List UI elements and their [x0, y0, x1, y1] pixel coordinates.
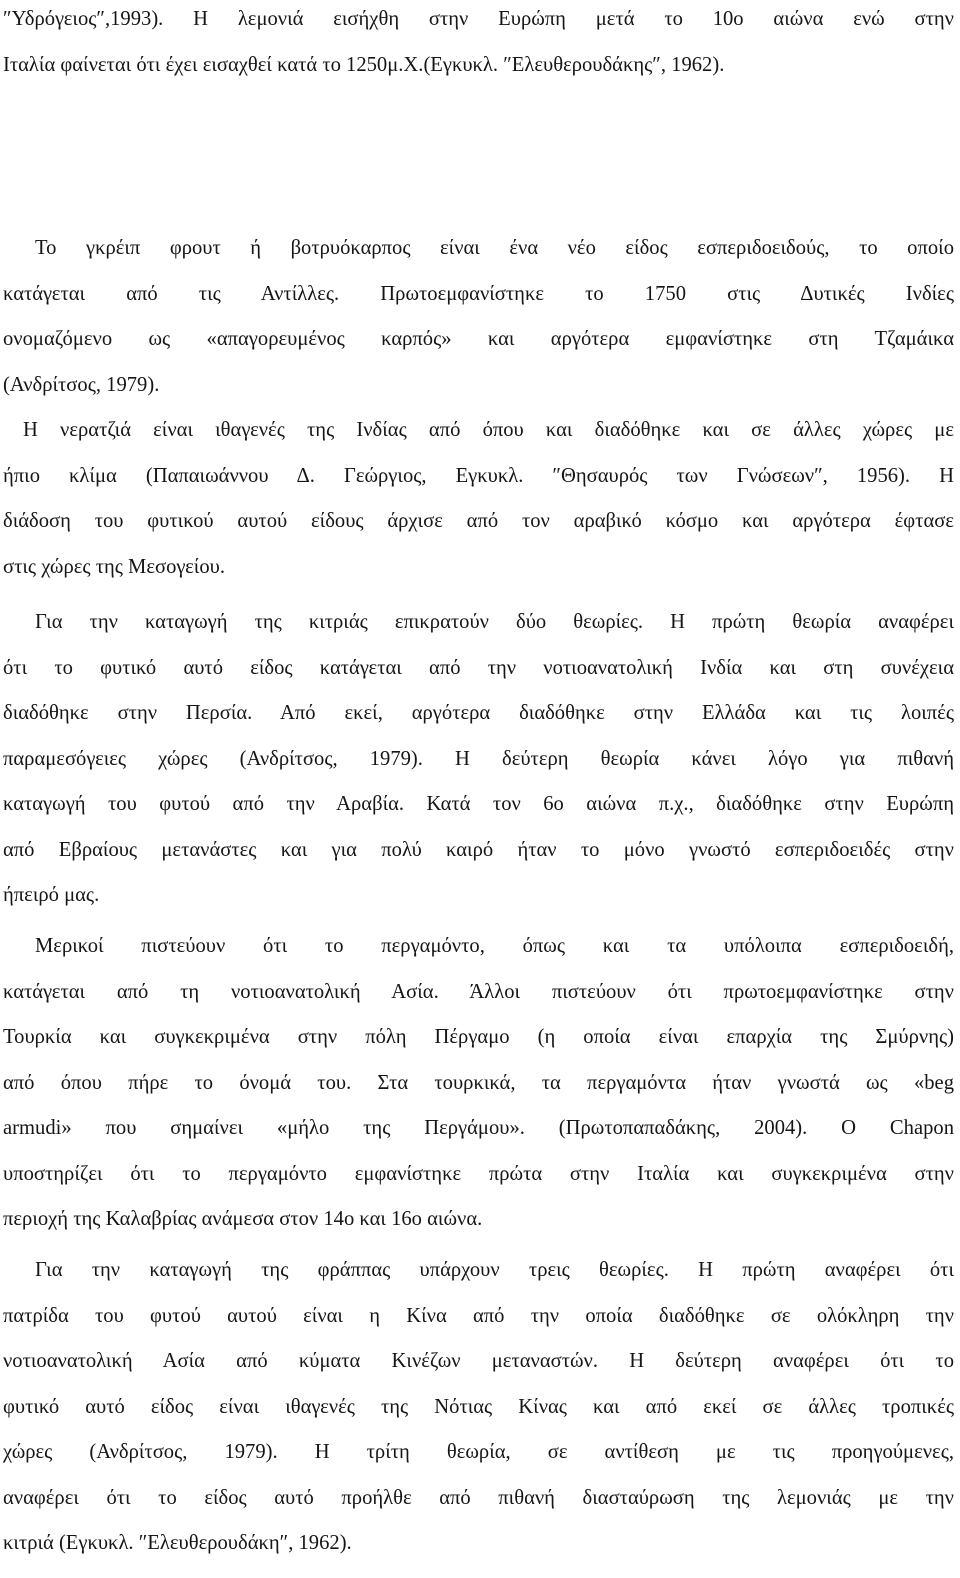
text-line: καταγωγή του φυτού από την Αραβία. Κατά τον 6ο αιώνα π.χ., διαδόθηκε στην Ευρώπη — [3, 793, 954, 815]
paragraph-1 — [3, 0, 954, 88]
text-line: από όπου πήρε το όνομά του. Στα τουρκικά, τα περγαμόντα ήταν γνωστά ως «beg — [3, 1071, 954, 1094]
text-line: νοτιοανατολική Ασία από κύματα Κινέζων μεταναστών. Η δεύτερη αναφέρει ότι το — [3, 1350, 954, 1372]
text-line: από Εβραίους μετανάστες και για πολύ καιρό ήταν το μόνο γνωστό εσπεριδοειδές στην — [3, 838, 954, 861]
text-line: περιοχή της Καλαβρίας ανάμεσα στον 14ο και 16ο αιώνα. — [3, 1208, 483, 1230]
text-line: φυτικό αυτό είδος είναι ιθαγενές της Νότιας Κίνας και από εκεί σε άλλες τροπικές — [3, 1395, 954, 1418]
text-line: διαδόθηκε στην Περσία. Από εκεί, αργότερα διαδόθηκε στην Ελλάδα και τις λοιπές — [3, 702, 954, 724]
text-line: κατάγεται από τη νοτιοανατολική Ασία. Άλλοι πιστεύουν ότι πρωτοεμφανίστηκε στην — [3, 980, 954, 1003]
text-line: Για την καταγωγή της κιτριάς επικρατούν δύο θεωρίες. Η πρώτη θεωρία αναφέρει — [35, 611, 954, 633]
text-line: (Ανδρίτσος, 1979). — [3, 373, 160, 396]
text-line: κατάγεται από τις Αντίλλες. Πρωτοεμφανίστηκε το 1750 στις Δυτικές Ινδίες — [3, 282, 954, 305]
text-line: ονομαζόμενο ως «απαγορευμένος καρπός» και αργότερα εμφανίστηκε στη Τζαμάικα — [3, 328, 954, 350]
text-line: χώρες (Ανδρίτσος, 1979). Η τρίτη θεωρία, σε αντίθεση με τις προηγούμενες, — [3, 1441, 954, 1463]
paragraph-6 — [3, 1248, 954, 1567]
paragraph-2 — [3, 226, 954, 408]
text-line: στις χώρες της Μεσογείου. — [3, 555, 225, 578]
text-line: υποστηρίζει ότι το περγαμόντο εμφανίστηκε πρώτα στην Ιταλία και συγκεκριμένα στην — [3, 1162, 954, 1185]
text-line: πατρίδα του φυτού αυτού είναι η Κίνα από την οποία διαδόθηκε σε ολόκληρη την — [3, 1304, 954, 1327]
text-line: Μερικοί πιστεύουν ότι το περγαμόντο, όπως και τα υπόλοιπα εσπεριδοειδή, — [35, 935, 954, 957]
text-line: ήπιο κλίμα (Παπαιωάννου Δ. Γεώργιος, Εγκυκλ. ″Θησαυρός των Γνώσεων″, 1956). Η — [3, 464, 954, 487]
text-line: ″Υδρόγειος″,1993). Η λεμονιά εισήχθη στην Ευρώπη μετά το 10ο αιώνα ενώ στην — [3, 8, 954, 30]
text-line: Τουρκία και συγκεκριμένα στην πόλη Πέργαμο (η οποία είναι επαρχία της Σμύρνης) — [3, 1026, 954, 1048]
text-line: αναφέρει ότι το είδος αυτό προήλθε από πιθανή διασταύρωση της λεμονιάς με την — [3, 1486, 954, 1509]
text-line: armudi» που σημαίνει «μήλο της Περγάμου». (Πρωτοπαπαδάκης, 2004). Ο Chapon — [3, 1117, 954, 1139]
paragraph-5 — [3, 924, 954, 1243]
text-line: Ιταλία φαίνεται ότι έχει εισαχθεί κατά το 1250μ.Χ.(Εγκυκλ. ″Ελευθερουδάκης″, 1962). — [3, 53, 725, 76]
paragraph-4 — [3, 600, 954, 919]
text-line: κιτριά (Εγκυκλ. ″Ελευθερουδάκη″, 1962). — [3, 1532, 352, 1554]
paragraph-3 — [3, 408, 954, 590]
text-line: διάδοση του φυτικού αυτού είδους άρχισε από τον αραβικό κόσμο και αργότερα έφτασε — [3, 510, 954, 532]
text-line: παραμεσόγειες χώρες (Ανδρίτσος, 1979). Η δεύτερη θεωρία κάνει λόγο για πιθανή — [3, 747, 954, 770]
text-line: Το γκρέιπ φρουτ ή βοτρυόκαρπος είναι ένα νέο είδος εσπεριδοειδούς, το οποίο — [35, 237, 954, 259]
text-line: Η νερατζιά είναι ιθαγενές της Ινδίας από όπου και διαδόθηκε και σε άλλες χώρες με — [23, 419, 954, 441]
text-line: ότι το φυτικό αυτό είδος κατάγεται από την νοτιοανατολική Ινδία και στη συνέχεια — [3, 656, 954, 679]
text-line: Για την καταγωγή της φράππας υπάρχουν τρεις θεωρίες. Η πρώτη αναφέρει ότι — [35, 1259, 954, 1281]
text-line: ήπειρό μας. — [3, 884, 100, 906]
